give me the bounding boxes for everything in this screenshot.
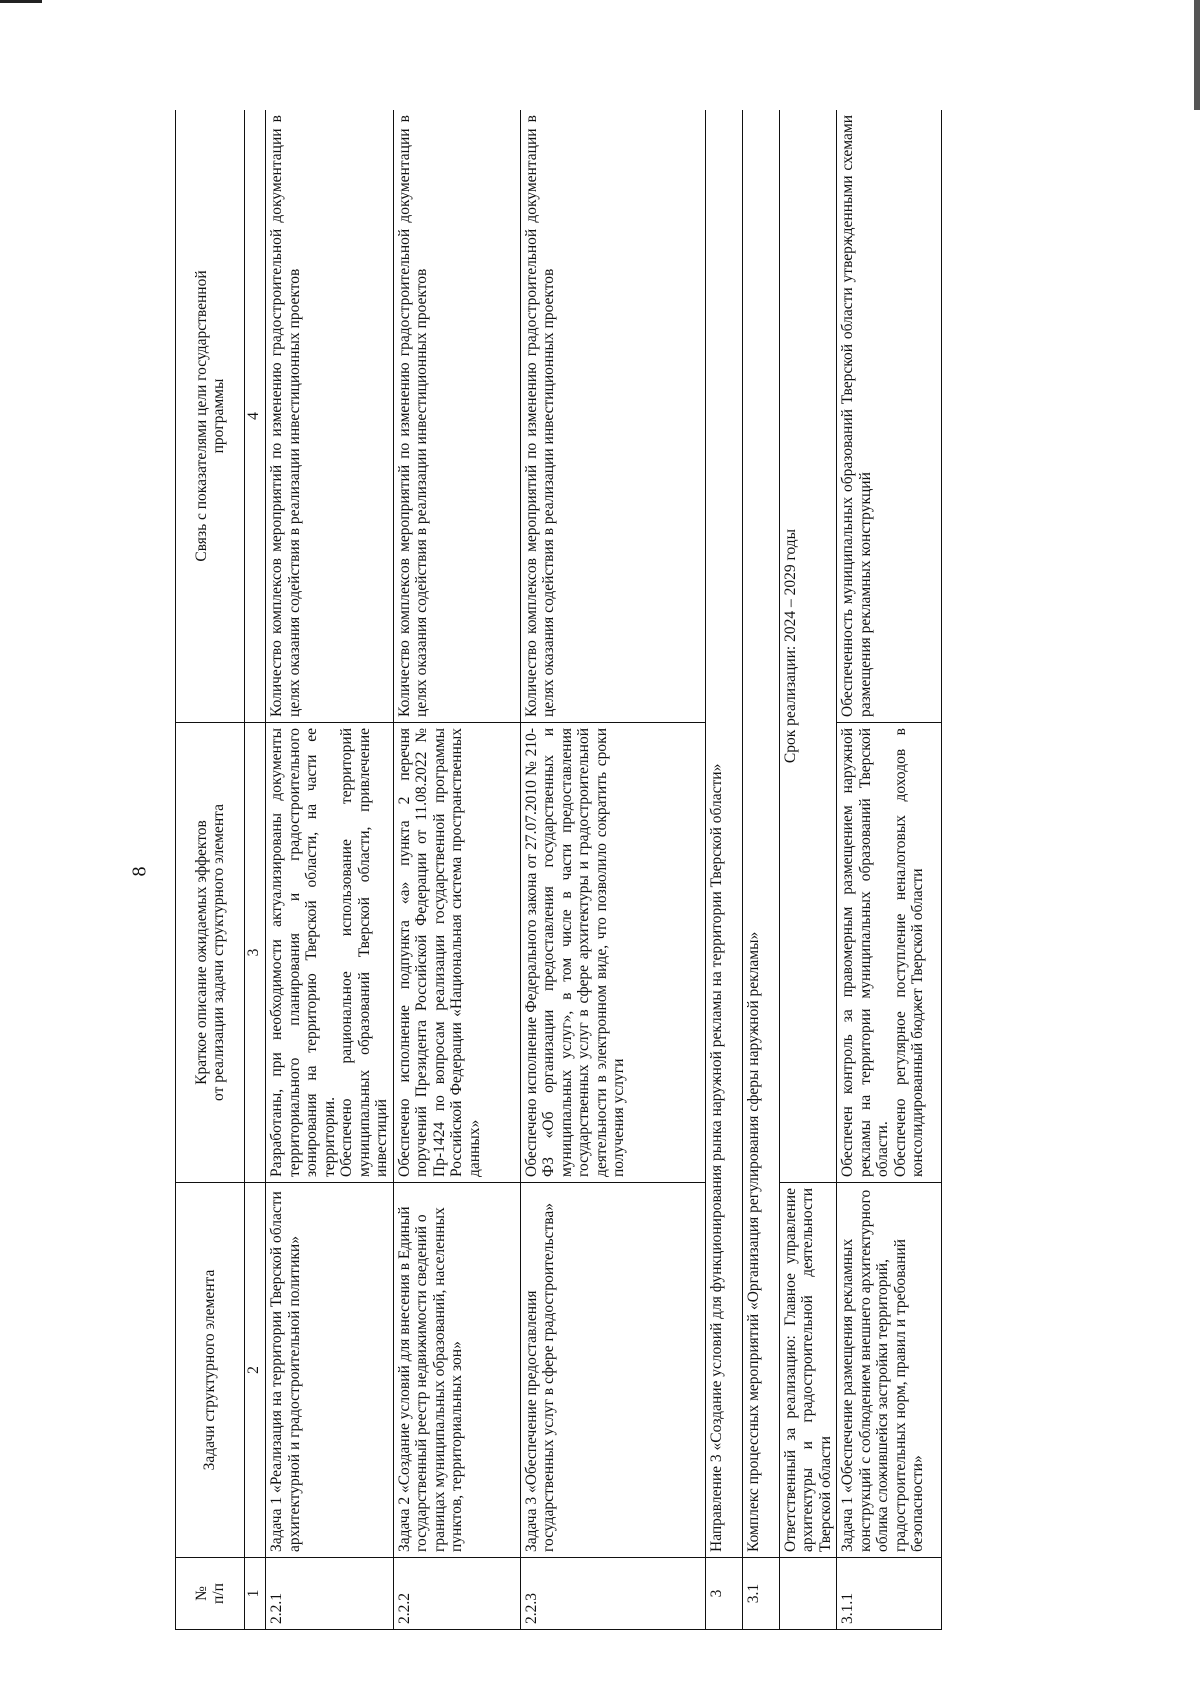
scan-edge-mark xyxy=(0,0,42,3)
complex-text: Комплекс процессных мероприятий «Организация регулирования сферы наружной рекламы» xyxy=(742,110,779,1558)
row-link: Обеспеченность муниципальных образований Тверской области утвержденными схемами размещения рекламных конструкций xyxy=(837,110,942,723)
row-link: Количество комплексов мероприятий по изменению градостроительной документации в целях оказания содействия в реализации инвестиционных проектов xyxy=(266,110,394,723)
direction-text: Направление 3 «Создание условий для функционирования рынка наружной рекламы на территории Тверской области» xyxy=(705,110,742,1558)
row-effect: Обеспечен контроль за правомерным размещением наружной рекламы на территории муниципальных образований Тверской области. Обеспечено регулярное поступление неналоговых доходов в консолидированный бюджет Тверской области xyxy=(837,723,942,1183)
header-row xyxy=(176,110,245,1630)
column-index-row xyxy=(245,110,266,1630)
program-table xyxy=(175,110,942,1630)
row-num: 2.2.2 xyxy=(393,1558,520,1630)
rotated-table-container xyxy=(175,110,1115,1630)
complex-num: 3.1 xyxy=(742,1558,779,1630)
period-text: Срок реализации: 2024 – 2029 годы xyxy=(779,110,837,1183)
row-task: Задача 3 «Обеспечение предоставления государственных услуг в сфере градостроительства» xyxy=(520,1183,705,1558)
table-row xyxy=(393,110,520,1630)
row-link: Количество комплексов мероприятий по изменению градостроительной документации в целях оказания содействия в реализации инвестиционных проектов xyxy=(393,110,520,723)
page-number: 8 xyxy=(128,866,151,877)
header-tasks: Задачи структурного элемента xyxy=(176,1183,245,1558)
col-index-1: 1 xyxy=(245,1558,266,1630)
col-index-4: 4 xyxy=(245,110,266,723)
row-link: Количество комплексов мероприятий по изменению градостроительной документации в целях оказания содействия в реализации инвестиционных проектов xyxy=(520,110,705,723)
table-row xyxy=(837,110,942,1630)
direction-row xyxy=(705,110,742,1630)
row-num: 2.2.1 xyxy=(266,1558,394,1630)
responsible-text: Ответственный за реализацию: Главное управление архитектуры и градостроительной деятельности Тверской области xyxy=(779,1183,837,1558)
scan-edge-mark-right xyxy=(1194,0,1200,110)
landscape-page xyxy=(175,110,1115,1630)
row-task: Задача 1 «Реализация на территории Тверской области архитектурной и градостроительной политики» xyxy=(266,1183,394,1558)
col-index-3: 3 xyxy=(245,723,266,1183)
complex-row xyxy=(742,110,779,1630)
row-task: Задача 2 «Создание условий для внесения в Единый государственный реестр недвижимости сведений о границах муниципальных образований, населенных пунктов, территориальных зон» xyxy=(393,1183,520,1558)
header-link: Связь с показателями цели государственной программы xyxy=(176,110,245,723)
row-task: Задача 1 «Обеспечение размещения рекламных конструкций с соблюдением внешнего архитектурного облика сложившейся застройки территорий, градостроительных норм, правил и требований безопасности» xyxy=(837,1183,942,1558)
header-num: № п/п xyxy=(176,1558,245,1630)
row-effect: Разработаны, при необходимости актуализированы документы территориального планирования и градостроительного зонирования на территорию Тверской области, на части ее территории. Обеспечено рациональное использование территорий муниципальных образований Тверской области, привлечение инвестиций xyxy=(266,723,394,1183)
row-effect: Обеспечено исполнение Федерального закона от 27.07.2010 № 210-ФЗ «Об организации предоставления государственных и муниципальных услуг», в том числе в части предоставления государственных услуг в сфере архитектуры и градостроительной деятельности в электронном виде, что позволило сократить сроки получения услуги xyxy=(520,723,705,1183)
row-num: 2.2.3 xyxy=(520,1558,705,1630)
responsible-row xyxy=(779,110,837,1630)
table-row xyxy=(266,110,394,1630)
col-index-2: 2 xyxy=(245,1183,266,1558)
row-effect: Обеспечено исполнение подпункта «а» пункта 2 перечня поручений Президента Российской Федерации от 11.08.2022 № Пр-1424 по вопросам реализации государственной программы Российской Федерации «Национальная система пространственных данных» xyxy=(393,723,520,1183)
row-num: 3.1.1 xyxy=(837,1558,942,1630)
table-row xyxy=(520,110,705,1630)
responsible-empty-cell xyxy=(779,1558,837,1630)
direction-num: 3 xyxy=(705,1558,742,1630)
header-effects: Краткое описание ожидаемых эффектов от реализации задачи структурного элемента xyxy=(176,723,245,1183)
